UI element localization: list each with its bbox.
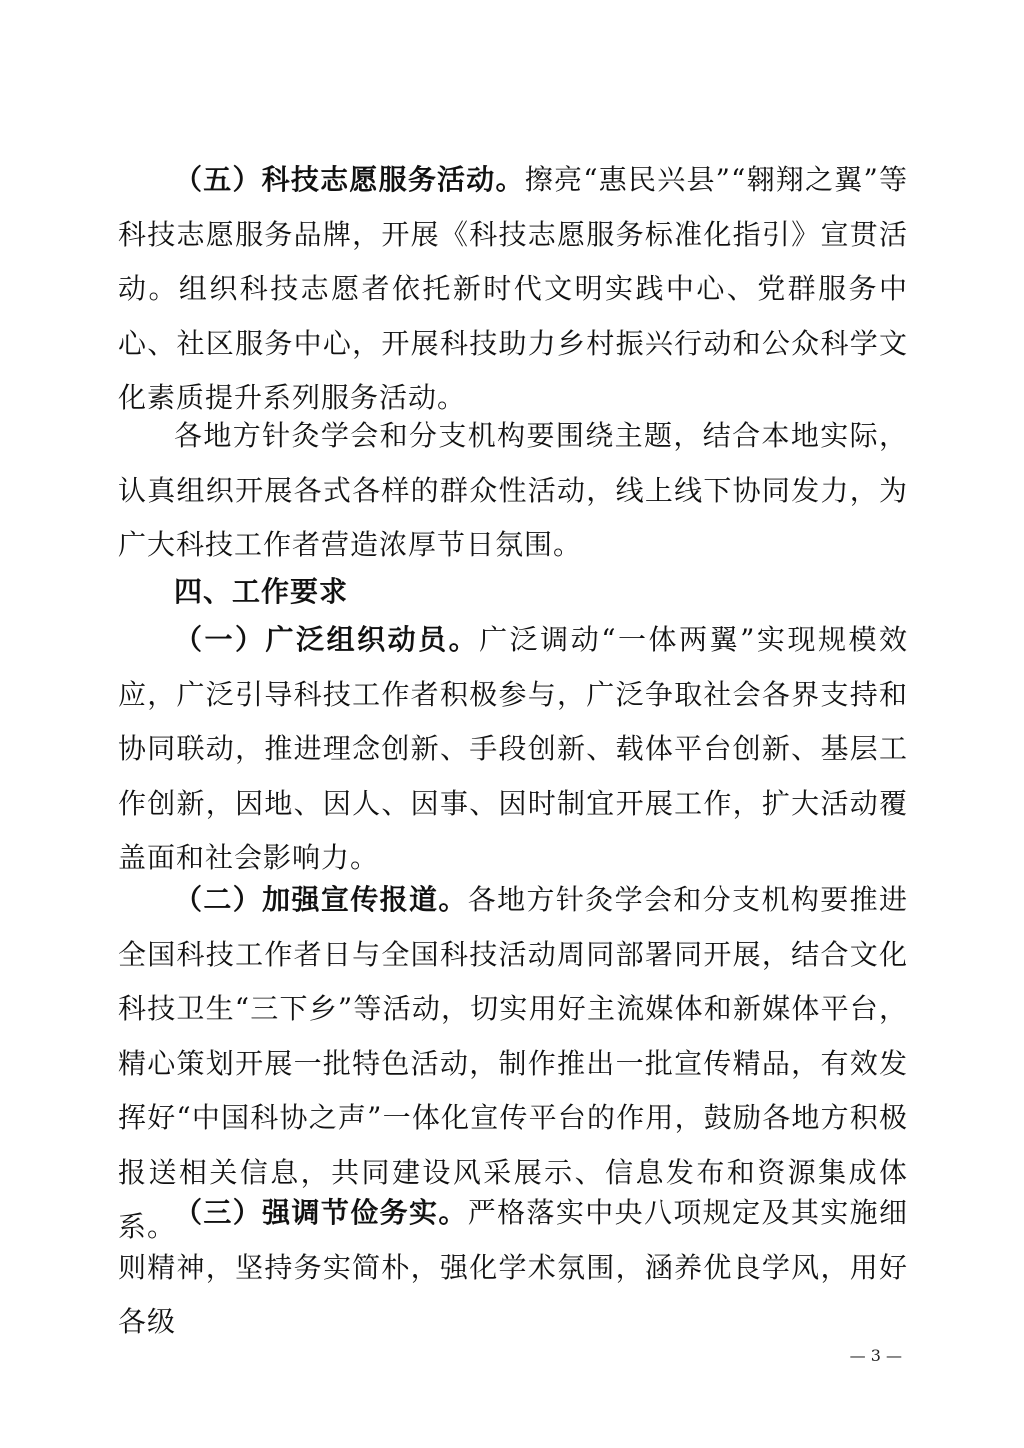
paragraph-lead: （五）科技志愿服务活动。 — [174, 163, 525, 196]
section-heading: 四、工作要求 — [174, 575, 349, 608]
page-number: — 3 — — [849, 1346, 902, 1365]
paragraph-frugality — [118, 1186, 908, 1350]
paragraph-body: 严格落实中央八项规定及其实施细则精神，坚持务实简朴，强化学术氛围，涵养优良学风，用好各级 — [118, 1196, 908, 1338]
paragraph-body: 各地方针灸学会和分支机构要围绕主题，结合本地实际，认真组织开展各式各样的群众性活动，线上线下协同发力，为广大科技工作者营造浓厚节日氛围。 — [118, 419, 908, 561]
paragraph-summary — [118, 409, 908, 573]
paragraph-lead: （一）广泛组织动员。 — [174, 623, 480, 656]
paragraph-lead: （三）强调节俭务实。 — [174, 1196, 468, 1229]
paragraph-body: 广泛调动“一体两翼”实现规模效应，广泛引导科技工作者积极参与，广泛争取社会各界支持和协同联动，推进理念创新、手段创新、载体平台创新、基层工作创新，因地、因人、因事、因时制宜开展工作，扩大活动覆盖面和社会影响力。 — [118, 623, 908, 874]
paragraph-lead: （二）加强宣传报道。 — [174, 883, 468, 916]
paragraph-body: 擦亮“惠民兴县”“翱翔之翼”等科技志愿服务品牌，开展《科技志愿服务标准化指引》宣贯活动。组织科技志愿者依托新时代文明实践中心、党群服务中心、社区服务中心，开展科技助力乡村振兴行动和公众科学文化素质提升系列服务活动。 — [118, 163, 908, 414]
paragraph-mobilization — [118, 613, 908, 886]
paragraph-body: 各地方针灸学会和分支机构要推进全国科技工作者日与全国科技活动周同部署同开展，结合文化科技卫生“三下乡”等活动，切实用好主流媒体和新媒体平台，精心策划开展一批特色活动，制作推出一批宣传精品，有效发挥好“中国科协之声”一体化宣传平台的作用，鼓励各地方积极报送相关信息，共同建设风采展示、信息发布和资源集成体系。 — [118, 883, 908, 1243]
paragraph-volunteer-service — [118, 153, 908, 426]
